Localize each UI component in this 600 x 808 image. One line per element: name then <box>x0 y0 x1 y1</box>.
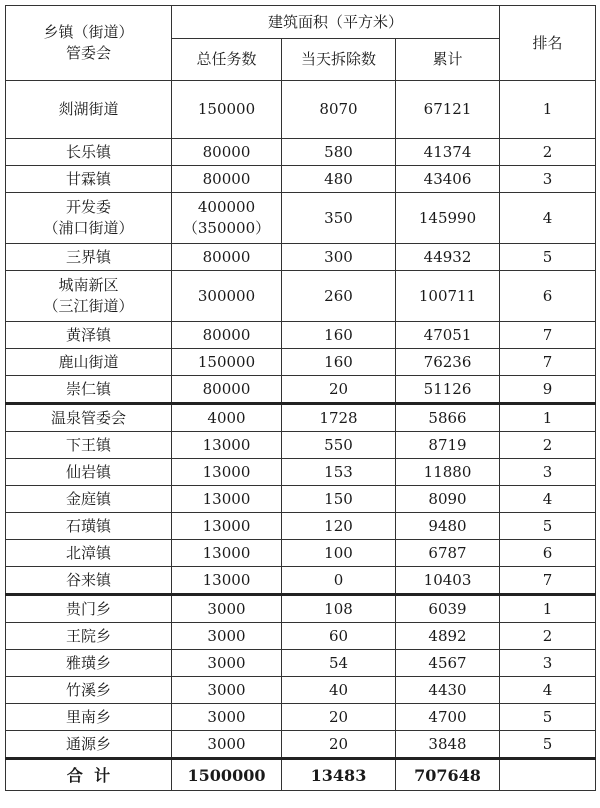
cell-total-task <box>172 166 282 193</box>
cell-rank: 5 <box>500 704 596 731</box>
cell-town-line: 仙岩镇 <box>65 462 111 481</box>
cell-cumulative: 43406 <box>396 166 500 193</box>
cell-today: 160 <box>282 322 396 349</box>
cell-rank: 2 <box>500 139 596 166</box>
cell-total-task <box>172 623 282 650</box>
table-row <box>6 567 596 595</box>
cell-rank: 4 <box>500 486 596 513</box>
cell-total-task-line: 13000 <box>202 570 251 589</box>
cell-today: 1728 <box>282 404 396 432</box>
header-cumulative: 累计 <box>396 39 500 81</box>
cell-total-task-line: 3000 <box>207 653 246 672</box>
cell-rank: 1 <box>500 404 596 432</box>
cell-town-line: 下王镇 <box>65 435 111 454</box>
cell-town-line: 长乐镇 <box>65 142 111 161</box>
table-row <box>6 650 596 677</box>
cell-total-task <box>172 595 282 623</box>
table-row <box>6 623 596 650</box>
cell-town-line: 鹿山街道 <box>58 352 119 371</box>
cell-rank: 4 <box>500 677 596 704</box>
cell-rank: 3 <box>500 166 596 193</box>
cell-town-line: 开发委 <box>65 198 111 216</box>
total-today-value: 13483 <box>282 759 396 791</box>
cell-total-task <box>172 677 282 704</box>
cell-rank: 5 <box>500 731 596 759</box>
total-cumulative-value: 707648 <box>396 759 500 791</box>
cell-total-task-line: 80000 <box>202 247 251 266</box>
cell-town <box>6 677 172 704</box>
cell-town-line: 黄泽镇 <box>65 325 111 344</box>
cell-rank: 4 <box>500 193 596 244</box>
cell-rank: 6 <box>500 540 596 567</box>
cell-cumulative: 8719 <box>396 432 500 459</box>
cell-today: 20 <box>282 704 396 731</box>
cell-cumulative: 8090 <box>396 486 500 513</box>
cell-today: 8070 <box>282 81 396 139</box>
cell-total-task-line: 400000 <box>197 198 256 216</box>
cell-total-task <box>172 404 282 432</box>
cell-today: 350 <box>282 193 396 244</box>
table-row <box>6 595 596 623</box>
cell-total-task <box>172 193 282 244</box>
cell-town <box>6 244 172 271</box>
cell-total-task-line: 3000 <box>207 707 246 726</box>
cell-town <box>6 540 172 567</box>
cell-today: 60 <box>282 623 396 650</box>
total-task-value: 1500000 <box>172 759 282 791</box>
total-label: 合 计 <box>6 759 172 791</box>
table-row <box>6 139 596 166</box>
cell-rank: 6 <box>500 271 596 322</box>
cell-town <box>6 623 172 650</box>
cell-town <box>6 166 172 193</box>
cell-total-task-line: 3000 <box>207 599 246 618</box>
cell-cumulative: 6039 <box>396 595 500 623</box>
cell-today: 120 <box>282 513 396 540</box>
cell-total-task-line: 150000 <box>197 100 256 118</box>
table-row <box>6 486 596 513</box>
cell-town <box>6 193 172 244</box>
cell-town <box>6 731 172 759</box>
cell-total-task <box>172 139 282 166</box>
cell-town-line: （浦口街道） <box>43 219 134 237</box>
cell-total-task-line: 80000 <box>202 379 251 398</box>
cell-cumulative: 4892 <box>396 623 500 650</box>
cell-cumulative: 47051 <box>396 322 500 349</box>
cell-town <box>6 349 172 376</box>
cell-town <box>6 486 172 513</box>
cell-today: 108 <box>282 595 396 623</box>
cell-total-task-line: 4000 <box>207 408 246 427</box>
cell-town-line: 竹溪乡 <box>65 680 111 699</box>
cell-rank: 1 <box>500 595 596 623</box>
header-rank: 排名 <box>500 6 596 81</box>
table-row <box>6 404 596 432</box>
cell-total-task <box>172 376 282 404</box>
cell-rank: 3 <box>500 459 596 486</box>
cell-rank: 9 <box>500 376 596 404</box>
cell-cumulative: 9480 <box>396 513 500 540</box>
table-row <box>6 349 596 376</box>
cell-total-task-line: 13000 <box>202 435 251 454</box>
cell-town-line: 王院乡 <box>65 626 111 645</box>
cell-total-task-line: （350000） <box>182 219 271 237</box>
cell-cumulative: 6787 <box>396 540 500 567</box>
table-body <box>6 81 596 759</box>
table-row <box>6 193 596 244</box>
cell-rank: 1 <box>500 81 596 139</box>
cell-rank: 5 <box>500 513 596 540</box>
cell-town-line: 三界镇 <box>65 247 111 266</box>
cell-town <box>6 376 172 404</box>
cell-rank: 2 <box>500 432 596 459</box>
table-row <box>6 271 596 322</box>
cell-town-line: 金庭镇 <box>65 489 111 508</box>
cell-cumulative: 11880 <box>396 459 500 486</box>
cell-town <box>6 567 172 595</box>
cell-town <box>6 650 172 677</box>
cell-total-task <box>172 81 282 139</box>
cell-today: 160 <box>282 349 396 376</box>
table-row <box>6 731 596 759</box>
cell-rank: 2 <box>500 623 596 650</box>
cell-rank: 3 <box>500 650 596 677</box>
table-row <box>6 376 596 404</box>
cell-town-line: 北漳镇 <box>65 543 111 562</box>
cell-town <box>6 139 172 166</box>
header-town <box>6 6 172 81</box>
cell-today: 40 <box>282 677 396 704</box>
cell-total-task <box>172 704 282 731</box>
cell-town-line: 通源乡 <box>65 734 111 753</box>
cell-town <box>6 322 172 349</box>
cell-total-task <box>172 271 282 322</box>
cell-town-line: 城南新区 <box>58 276 119 294</box>
cell-cumulative: 145990 <box>396 193 500 244</box>
header-today: 当天拆除数 <box>282 39 396 81</box>
cell-cumulative: 100711 <box>396 271 500 322</box>
cell-today: 260 <box>282 271 396 322</box>
cell-total-task-line: 300000 <box>197 286 256 305</box>
cell-town-line: 雅璜乡 <box>65 653 111 672</box>
cell-today: 150 <box>282 486 396 513</box>
table-row <box>6 81 596 139</box>
cell-total-task <box>172 567 282 595</box>
cell-town-line: （三江街道） <box>43 297 134 315</box>
cell-town-line: 里南乡 <box>65 707 111 726</box>
header-town-line1: 乡镇（街道） <box>43 23 134 41</box>
cell-cumulative: 4430 <box>396 677 500 704</box>
cell-town <box>6 459 172 486</box>
cell-today: 580 <box>282 139 396 166</box>
table-row <box>6 513 596 540</box>
cell-town <box>6 595 172 623</box>
cell-cumulative: 67121 <box>396 81 500 139</box>
total-row <box>6 759 596 791</box>
cell-cumulative: 41374 <box>396 139 500 166</box>
cell-total-task-line: 150000 <box>197 352 256 371</box>
cell-today: 550 <box>282 432 396 459</box>
table-row <box>6 432 596 459</box>
header-total-task: 总任务数 <box>172 39 282 81</box>
cell-total-task <box>172 731 282 759</box>
cell-today: 153 <box>282 459 396 486</box>
cell-town-line: 贵门乡 <box>65 599 111 618</box>
cell-total-task-line: 80000 <box>202 325 251 344</box>
cell-total-task <box>172 349 282 376</box>
cell-today: 300 <box>282 244 396 271</box>
cell-total-task-line: 13000 <box>202 516 251 535</box>
cell-town-line: 石璜镇 <box>65 516 111 535</box>
cell-total-task-line: 3000 <box>207 680 246 699</box>
cell-total-task-line: 80000 <box>202 142 251 161</box>
cell-rank: 7 <box>500 567 596 595</box>
cell-total-task <box>172 486 282 513</box>
header-area-group: 建筑面积（平方米） <box>172 6 500 39</box>
cell-today: 20 <box>282 731 396 759</box>
table-row <box>6 244 596 271</box>
table-row <box>6 540 596 567</box>
cell-today: 100 <box>282 540 396 567</box>
cell-town <box>6 513 172 540</box>
cell-town-line: 剡湖街道 <box>58 100 119 118</box>
cell-town-line: 甘霖镇 <box>65 169 111 188</box>
cell-town-line: 谷来镇 <box>65 570 111 589</box>
cell-cumulative: 44932 <box>396 244 500 271</box>
cell-cumulative: 76236 <box>396 349 500 376</box>
cell-town-line: 温泉管委会 <box>50 408 126 427</box>
cell-total-task-line: 3000 <box>207 626 246 645</box>
cell-town <box>6 81 172 139</box>
cell-total-task-line: 13000 <box>202 489 251 508</box>
cell-cumulative: 3848 <box>396 731 500 759</box>
total-rank-value <box>500 759 596 791</box>
table-row <box>6 677 596 704</box>
cell-total-task <box>172 513 282 540</box>
table-row <box>6 322 596 349</box>
cell-rank: 5 <box>500 244 596 271</box>
cell-town-line: 崇仁镇 <box>65 379 111 398</box>
table-row <box>6 704 596 731</box>
cell-total-task-line: 3000 <box>207 734 246 753</box>
cell-total-task-line: 13000 <box>202 543 251 562</box>
cell-cumulative: 4700 <box>396 704 500 731</box>
cell-total-task-line: 80000 <box>202 169 251 188</box>
cell-total-task <box>172 650 282 677</box>
cell-cumulative: 51126 <box>396 376 500 404</box>
cell-cumulative: 4567 <box>396 650 500 677</box>
cell-today: 54 <box>282 650 396 677</box>
cell-total-task-line: 13000 <box>202 462 251 481</box>
cell-today: 480 <box>282 166 396 193</box>
cell-total-task <box>172 244 282 271</box>
cell-total-task <box>172 459 282 486</box>
cell-town <box>6 271 172 322</box>
cell-rank: 7 <box>500 349 596 376</box>
cell-total-task <box>172 432 282 459</box>
cell-today: 0 <box>282 567 396 595</box>
table-row <box>6 166 596 193</box>
cell-town <box>6 404 172 432</box>
cell-cumulative: 10403 <box>396 567 500 595</box>
demolition-table <box>5 5 596 791</box>
cell-today: 20 <box>282 376 396 404</box>
header-town-line2: 管委会 <box>65 44 111 62</box>
cell-total-task <box>172 322 282 349</box>
table-row <box>6 459 596 486</box>
cell-cumulative: 5866 <box>396 404 500 432</box>
cell-rank: 7 <box>500 322 596 349</box>
cell-town <box>6 432 172 459</box>
cell-total-task <box>172 540 282 567</box>
cell-town <box>6 704 172 731</box>
